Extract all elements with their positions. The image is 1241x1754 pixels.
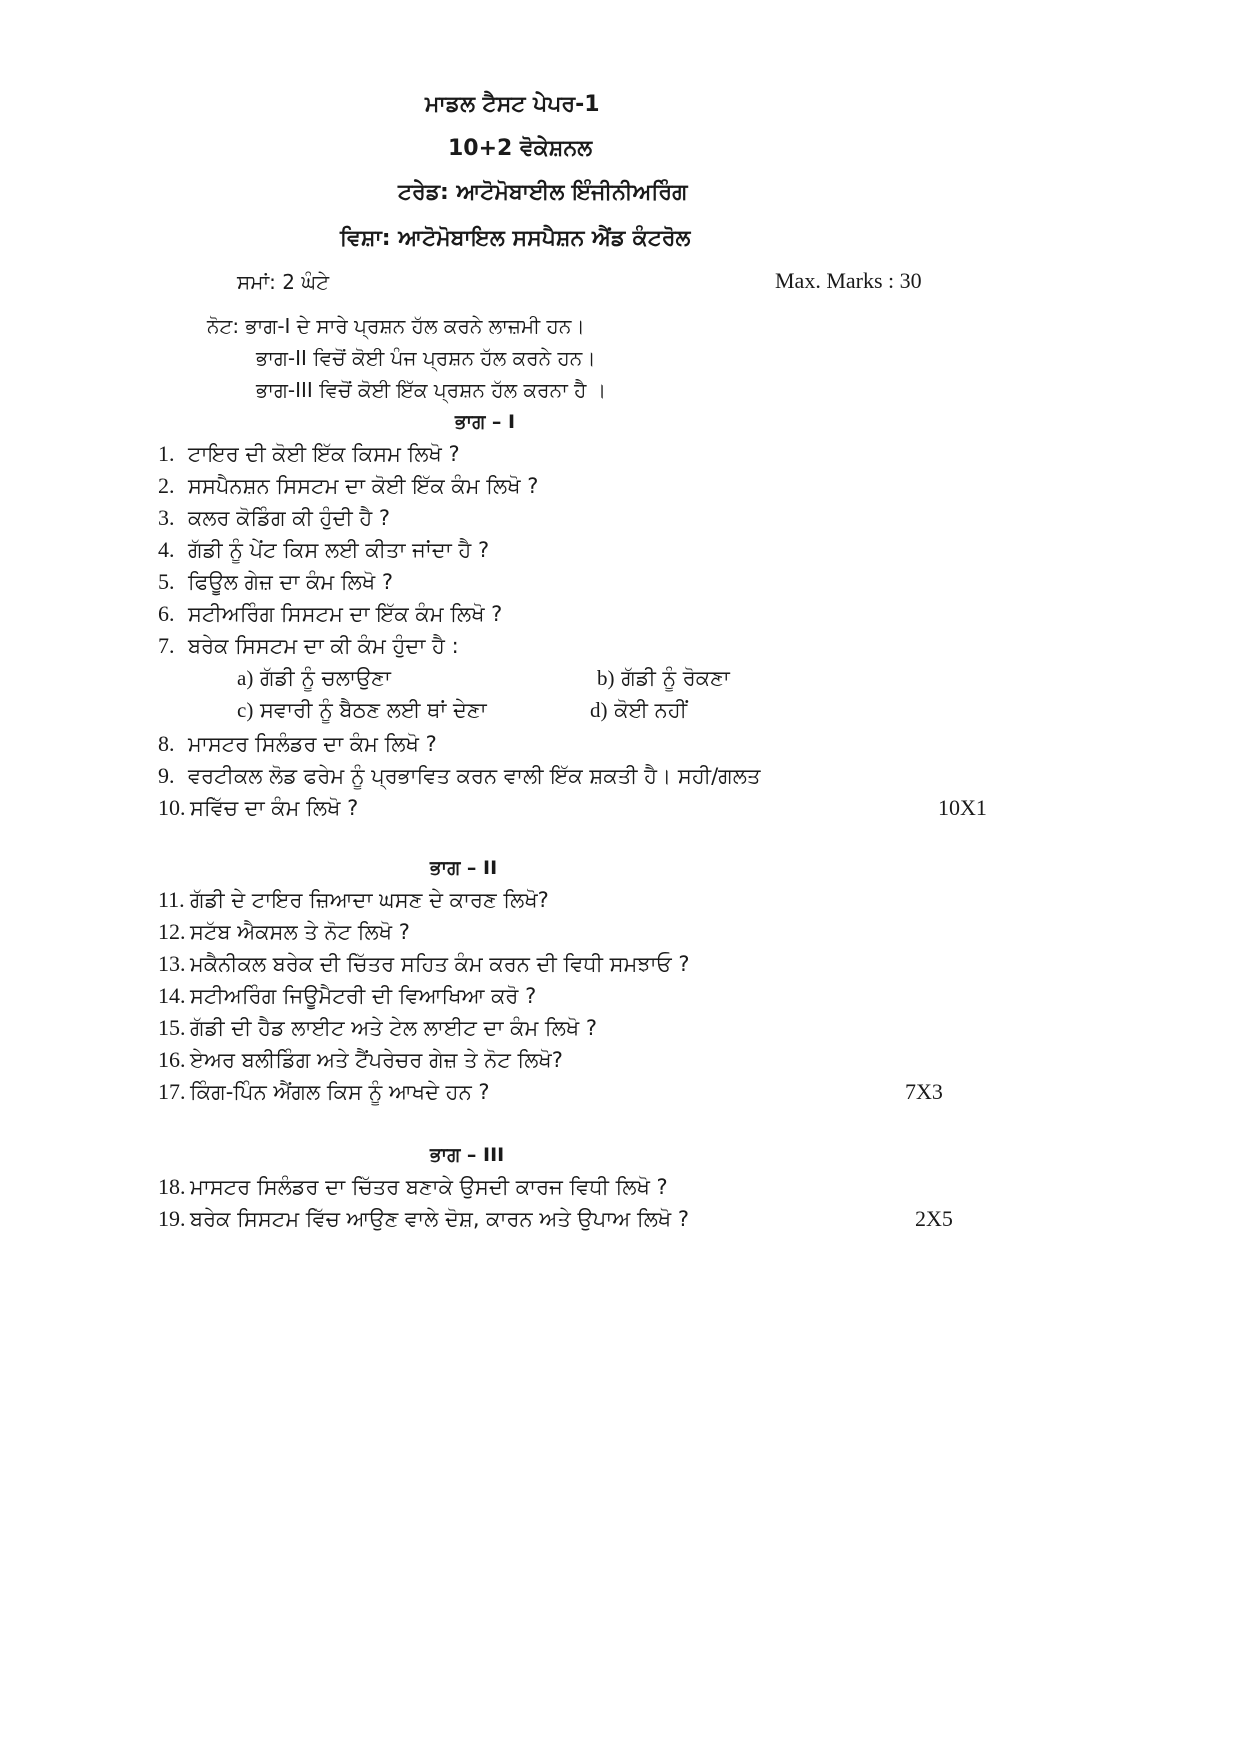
note-line: ਭਾਗ-II ਵਿਚੋਂ ਕੋਈ ਪੰਜ ਪ੍ਰਸ਼ਨ ਹੱਲ ਕਰਨੇ ਹਨ। [256,346,596,370]
question-item: 15. ਗੱਡੀ ਦੀ ਹੈਡ ਲਾਈਟ ਅਤੇ ਟੇਲ ਲਾਈਟ ਦਾ ਕੰਮ ਲਿਖੋ ? [158,1015,598,1040]
marks-part-2: 7X3 [905,1079,943,1104]
time-label: ਸਮਾਂ: 2 ਘੰਟੇ [237,270,330,294]
max-marks: Max. Marks : 30 [775,268,922,293]
question-item: 10. ਸਵਿੱਚ ਦਾ ਕੰਮ ਲਿਖੋ ? [158,795,359,820]
question-item: 11. ਗੱਡੀ ਦੇ ਟਾਇਰ ਜ਼ਿਆਦਾ ਘਸਣ ਦੇ ਕਾਰਣ ਲਿਖੋ? [158,887,549,912]
question-item: 19. ਬਰੇਕ ਸਿਸਟਮ ਵਿੱਚ ਆਉਣ ਵਾਲੇ ਦੋਸ਼, ਕਾਰਨ ਅਤੇ ਉਪਾਅ ਲਿਖੋ ? [158,1206,690,1231]
question-item: 13. ਮਕੈਨੀਕਲ ਬਰੇਕ ਦੀ ਚਿੱਤਰ ਸਹਿਤ ਕੰਮ ਕਰਨ ਦੀ ਵਿਧੀ ਸਮਝਾਓ ? [158,951,690,976]
question-item: 7. ਬਰੇਕ ਸਿਸਟਮ ਦਾ ਕੀ ਕੰਮ ਹੁੰਦਾ ਹੈ : [158,633,459,658]
question-item: 14. ਸਟੀਅਰਿੰਗ ਜਿਊਮੈਟਰੀ ਦੀ ਵਿਆਖਿਆ ਕਰੋ ? [158,983,537,1008]
section-heading-part-3: ਭਾਗ – III [430,1144,505,1166]
paper-title: ਮਾਡਲ ਟੈਸਟ ਪੇਪਰ-1 [425,92,600,117]
option-c: c) ਸਵਾਰੀ ਨੂੰ ਬੈਠਣ ਲਈ ਥਾਂ ਦੇਣਾ [237,698,487,722]
question-item: 4. ਗੱਡੀ ਨੂੰ ਪੇਂਟ ਕਿਸ ਲਈ ਕੀਤਾ ਜਾਂਦਾ ਹੈ ? [158,537,490,562]
section-heading-part-1: ਭਾਗ – I [455,411,516,433]
note-line: ਨੋਟ: ਭਾਗ-I ਦੇ ਸਾਰੇ ਪ੍ਰਸ਼ਨ ਹੱਲ ਕਰਨੇ ਲਾਜ਼ਮੀ ਹਨ। [207,314,585,338]
question-item: 3. ਕਲਰ ਕੋਡਿੰਗ ਕੀ ਹੁੰਦੀ ਹੈ ? [158,505,391,530]
trade-label: ਟਰੇਡ: ਆਟੋਮੋਬਾਈਲ ਇੰਜੀਨੀਅਰਿੰਗ [398,180,688,205]
option-b: b) ਗੱਡੀ ਨੂੰ ਰੋਕਣਾ [597,666,730,690]
question-item: 5. ਫਿਊਲ ਗੇਜ਼ ਦਾ ਕੰਮ ਲਿਖੋ ? [158,569,394,594]
note-line: ਭਾਗ-III ਵਿਚੋਂ ਕੋਈ ਇੱਕ ਪ੍ਰਸ਼ਨ ਹੱਲ ਕਰਨਾ ਹੈ । [256,378,607,402]
question-item: 16. ਏਅਰ ਬਲੀਡਿੰਗ ਅਤੇ ਟੈਂਪਰੇਚਰ ਗੇਜ਼ ਤੇ ਨੋਟ ਲਿਖੋ? [158,1047,563,1072]
subject-label: ਵਿਸ਼ਾ: ਆਟੋਮੋਬਾਇਲ ਸਸਪੈਸ਼ਨ ਐਂਡ ਕੰਟਰੋਲ [340,226,691,251]
question-item: 18. ਮਾਸਟਰ ਸਿਲੰਡਰ ਦਾ ਚਿੱਤਰ ਬਣਾਕੇ ਉਸਦੀ ਕਾਰਜ ਵਿਧੀ ਲਿਖੋ ? [158,1174,668,1199]
question-item: 8. ਮਾਸਟਰ ਸਿਲੰਡਰ ਦਾ ਕੰਮ ਲਿਖੋ ? [158,731,437,756]
class-label: 10+2 ਵੋਕੇਸ਼ਨਲ [448,136,593,161]
marks-part-3: 2X5 [915,1206,953,1231]
option-a: a) ਗੱਡੀ ਨੂੰ ਚਲਾਉਣਾ [237,666,391,690]
question-item: 12. ਸਟੱਬ ਐਕਸਲ ਤੇ ਨੋਟ ਲਿਖੋ ? [158,919,410,944]
section-heading-part-2: ਭਾਗ – II [430,857,498,879]
question-item: 9. ਵਰਟੀਕਲ ਲੋਡ ਫਰੇਮ ਨੂੰ ਪ੍ਰਭਾਵਿਤ ਕਰਨ ਵਾਲੀ ਇੱਕ ਸ਼ਕਤੀ ਹੈ। ਸਹੀ/ਗਲਤ [158,763,761,788]
question-item: 1. ਟਾਇਰ ਦੀ ਕੋਈ ਇੱਕ ਕਿਸਮ ਲਿਖੋ ? [158,441,460,466]
question-item: 2. ਸਸਪੈਨਸ਼ਨ ਸਿਸਟਮ ਦਾ ਕੋਈ ਇੱਕ ਕੰਮ ਲਿਖੋ ? [158,473,539,498]
question-item: 6. ਸਟੀਅਰਿੰਗ ਸਿਸਟਮ ਦਾ ਇੱਕ ਕੰਮ ਲਿਖੋ ? [158,601,503,626]
question-item: 17. ਕਿੰਗ-ਪਿੰਨ ਐਂਗਲ ਕਿਸ ਨੂੰ ਆਖਦੇ ਹਨ ? [158,1079,490,1104]
option-d: d) ਕੋਈ ਨਹੀਂ [590,698,688,722]
marks-part-1: 10X1 [938,795,987,820]
